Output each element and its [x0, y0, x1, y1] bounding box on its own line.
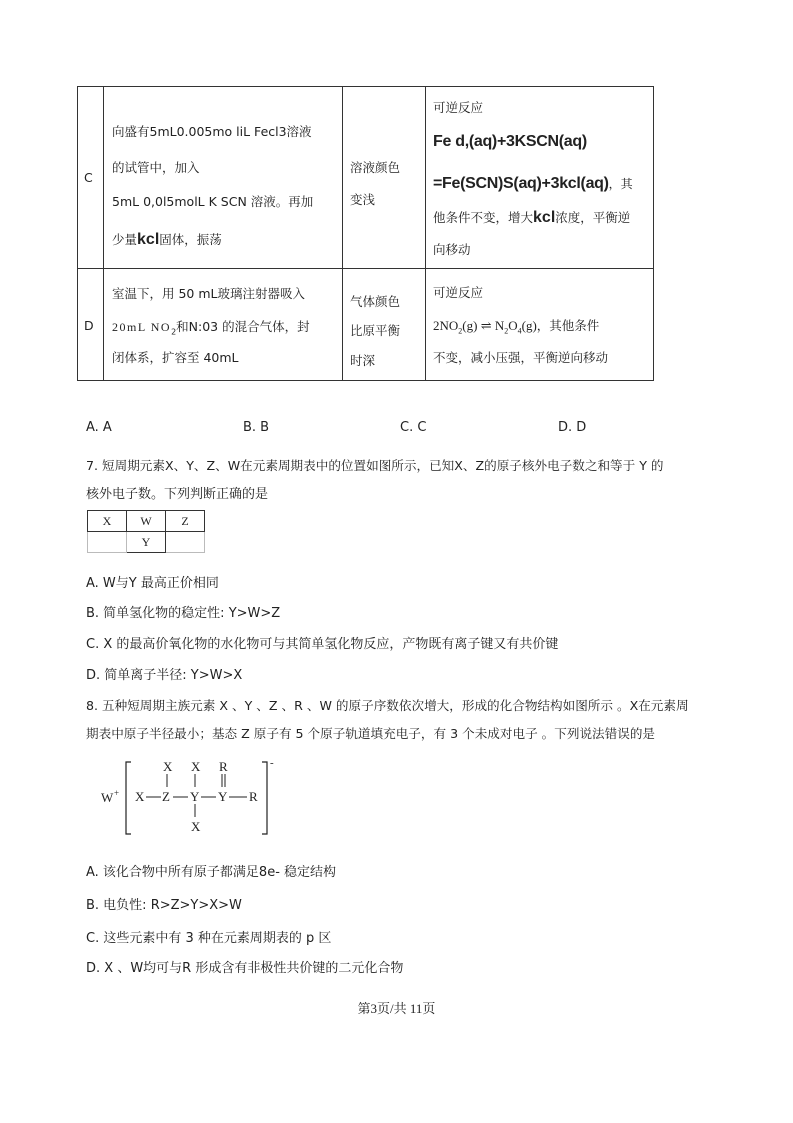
- question-8-stem: 8. 五种短周期主族元素 X 、Y 、Z 、R 、W 的原子序数依次增大，形成的化合物结构如图所示 。X在元素周: [86, 698, 689, 713]
- atom-label: X: [135, 789, 145, 804]
- page-footer: 第3页/共 11页: [357, 1001, 436, 1016]
- question-8-option-d: D. X 、W均可与R 形成含有非极性共价键的二元化合物: [86, 961, 404, 976]
- atom-label: Y: [190, 789, 200, 804]
- conclusion-cell: [426, 87, 654, 269]
- grid-cell: [166, 532, 205, 553]
- question-7-stem: 核外电子数。下列判断正确的是: [86, 487, 269, 502]
- equation-line: $2NO_2(g)$ ⇌ $N_2O_4(g)$，其他条件: [433, 318, 600, 336]
- grid-cell: W: [127, 511, 166, 532]
- grid-cell: Y: [127, 532, 166, 553]
- question-7-option-a: A. W与Y 最高正价相同: [86, 576, 219, 591]
- operation-line: 向盛有5mL0.005mo liL Fecl3溶液: [112, 124, 312, 139]
- cation-charge: +: [114, 788, 120, 798]
- table-row-d: [78, 269, 654, 381]
- operation-line: 闭体系，扩容至 40mL: [112, 350, 239, 365]
- question-7-option-b: B. 简单氢化物的稳定性: Y>W>Z: [86, 606, 281, 621]
- left-bracket: [126, 762, 131, 834]
- equation-line: =Fe(SCN)S(aq)+3kcl(aq)，其: [433, 175, 633, 192]
- operation-cell: [104, 269, 343, 381]
- operation-line: 的试管中，加入: [112, 160, 200, 175]
- option-c: C. C: [400, 420, 427, 435]
- option-a: A. A: [86, 420, 112, 435]
- phenomenon-cell: [343, 87, 426, 269]
- phenomenon-line: 溶液颜色: [350, 160, 401, 175]
- question-7-stem: 7. 短周期元素X、Y、Z、W在元素周期表中的位置如图所示，已知X、Z的原子核外电子数之和等于 Y 的: [86, 458, 664, 473]
- phenomenon-line: 变浅: [350, 192, 376, 207]
- atom-label: X: [163, 759, 173, 774]
- question-8-option-b: B. 电负性: R>Z>Y>X>W: [86, 898, 242, 913]
- conclusion-line: 可逆反应: [433, 285, 484, 300]
- grid-cell: X: [88, 511, 127, 532]
- phenomenon-line: 时深: [350, 353, 376, 368]
- operation-line: 室温下，用 50 mL玻璃注射器吸入: [112, 286, 305, 301]
- phenomenon-line: 比原平衡: [350, 323, 401, 338]
- atom-label: R: [219, 759, 228, 774]
- periodic-table-grid: [87, 510, 205, 553]
- atom-label: X: [191, 819, 201, 834]
- phenomenon-cell: [343, 269, 426, 381]
- question-7-option-d: D. 简单离子半径: Y>W>X: [86, 668, 243, 683]
- option-b: B. B: [243, 420, 270, 435]
- atom-label: Z: [162, 789, 170, 804]
- conclusion-cell: [426, 269, 654, 381]
- conclusion-line: 向移动: [433, 242, 471, 257]
- row-label: D: [84, 318, 94, 333]
- right-bracket: [262, 762, 267, 834]
- conclusion-line: 可逆反应: [433, 100, 484, 115]
- operation-line: 少量kcl固体，振荡: [112, 231, 222, 248]
- experiment-table: [77, 86, 654, 381]
- grid-cell: [88, 532, 127, 553]
- compound-structure-diagram: [95, 752, 295, 842]
- question-7-option-c: C. X 的最高价氧化物的水化物可与其简单氢化物反应，产物既有离子键又有共价键: [86, 637, 559, 652]
- equation-line: Fe d,(aq)+3KSCN(aq): [433, 133, 587, 150]
- question-8-stem: 期表中原子半径最小；基态 Z 原子有 5 个原子轨道填充电子，有 3 个未成对电子 。下列说法错误的是: [86, 726, 656, 741]
- atom-label: R: [249, 789, 258, 804]
- conclusion-line: 他条件不变，增大kcl浓度，平衡逆: [433, 209, 631, 226]
- atom-label: X: [191, 759, 201, 774]
- operation-line: 20mL $NO_2$和N:03 的混合气体，封: [112, 319, 310, 337]
- option-d: D. D: [558, 420, 587, 435]
- question-8-option-a: A. 该化合物中所有原子都满足8e- 稳定结构: [86, 865, 337, 880]
- phenomenon-line: 气体颜色: [350, 294, 401, 309]
- row-label-cell: [78, 269, 104, 381]
- question-8-option-c: C. 这些元素中有 3 种在元素周期表的 p 区: [86, 931, 332, 946]
- operation-line: 5mL 0,0l5molL K SCN 溶液。再加: [112, 194, 314, 209]
- row-label: C: [84, 170, 93, 185]
- anion-charge: -: [270, 757, 274, 769]
- table-row-c: [78, 87, 654, 269]
- grid-cell: Z: [166, 511, 205, 532]
- row-label-cell: [78, 87, 104, 269]
- atom-label: Y: [218, 789, 228, 804]
- cation-symbol: W: [101, 790, 114, 805]
- conclusion-line: 不变，减小压强，平衡逆向移动: [433, 350, 609, 365]
- operation-cell: [104, 87, 343, 269]
